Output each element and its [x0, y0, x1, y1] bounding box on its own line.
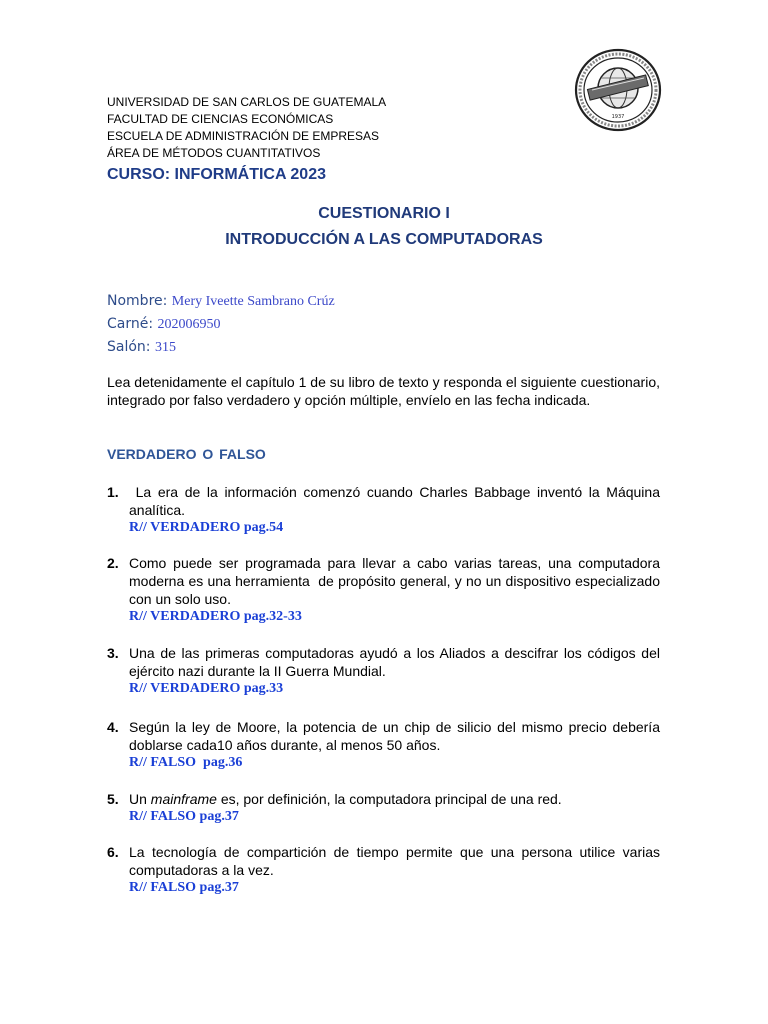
question-text: Según la ley de Moore, la potencia de un chip de silicio del mismo precio debería doblarse cada10 años durante, al menos 50 años.	[129, 719, 660, 753]
question-answer: R// VERDADERO pag.54	[129, 520, 284, 535]
title-line-1: CUESTIONARIO I	[318, 205, 450, 222]
svg-text:1937: 1937	[611, 114, 625, 120]
carne-value: 202006950	[157, 317, 221, 332]
question-text-italic: mainframe	[150, 791, 217, 807]
question-answer: R// VERDADERO pag.33	[129, 681, 284, 696]
faculty-name: FACULTAD DE CIENCIAS ECONÓMICAS	[107, 112, 334, 126]
question-answer: R// FALSO pag.37	[129, 809, 239, 824]
question-text-start: Un	[129, 791, 151, 807]
title-line-2: INTRODUCCIÓN A LAS COMPUTADORAS	[225, 231, 543, 248]
question-item	[107, 644, 660, 698]
question-text	[129, 790, 660, 808]
question-number: 4.	[107, 719, 119, 735]
question-number: 3.	[107, 645, 119, 661]
area-name: ÁREA DE MÉTODOS CUANTITATIVOS	[107, 146, 321, 160]
carne-field	[107, 313, 607, 336]
question-number: 5.	[107, 791, 119, 807]
question-item	[107, 790, 660, 826]
student-info	[107, 290, 607, 359]
question-answer: R// FALSO pag.37	[129, 880, 239, 895]
question-item	[107, 483, 664, 537]
name-label: Nombre:	[107, 293, 172, 309]
document-title	[0, 201, 768, 253]
question-text: La era de la información comenzó cuando Charles Babbage inventó la Máquina analítica.	[129, 484, 664, 518]
question-text: Como puede ser programada para llevar a cabo varias tareas, una computadora moderna es una herramienta de propósito general, y no un dispositivo especializado con un solo uso.	[129, 555, 668, 607]
question-item	[107, 843, 660, 897]
salon-value: 315	[154, 340, 176, 355]
instructions-paragraph: Lea detenidamente el capítulo 1 de su libro de texto y responda el siguiente cuestionario, integrado por falso verdadero y opción múltiple, envíelo en las fecha indicada.	[107, 374, 660, 408]
question-number: 6.	[107, 844, 119, 860]
name-field	[107, 290, 607, 313]
question-text: La tecnología de compartición de tiempo permite que una persona utilice varias computadoras a la vez.	[129, 844, 660, 878]
question-number: 2.	[107, 555, 119, 571]
institution-header	[107, 94, 527, 186]
name-value: Mery Iveette Sambrano Crúz	[171, 294, 335, 309]
university-name: UNIVERSIDAD DE SAN CARLOS DE GUATEMALA	[107, 95, 387, 109]
question-number: 1.	[107, 484, 119, 500]
course-title: CURSO: INFORMÁTICA 2023	[107, 166, 326, 183]
school-name: ESCUELA DE ADMINISTRACIÓN DE EMPRESAS	[107, 129, 380, 143]
question-answer: R// FALSO pag.36	[129, 755, 243, 770]
salon-field	[107, 336, 607, 359]
question-text-end: es, por definición, la computadora principal de una red.	[216, 791, 562, 807]
salon-label: Salón:	[107, 339, 155, 355]
carne-label: Carné:	[107, 316, 158, 332]
section-heading: VERDADERO O FALSO	[107, 446, 266, 462]
question-text: Una de las primeras computadoras ayudó a los Aliados a descifrar los códigos del ejército nazi durante la II Guerra Mundial.	[129, 645, 660, 679]
university-seal-logo	[574, 48, 662, 132]
question-answer: R// VERDADERO pag.32-33	[129, 609, 302, 624]
question-item	[107, 554, 668, 626]
question-item	[107, 718, 660, 772]
